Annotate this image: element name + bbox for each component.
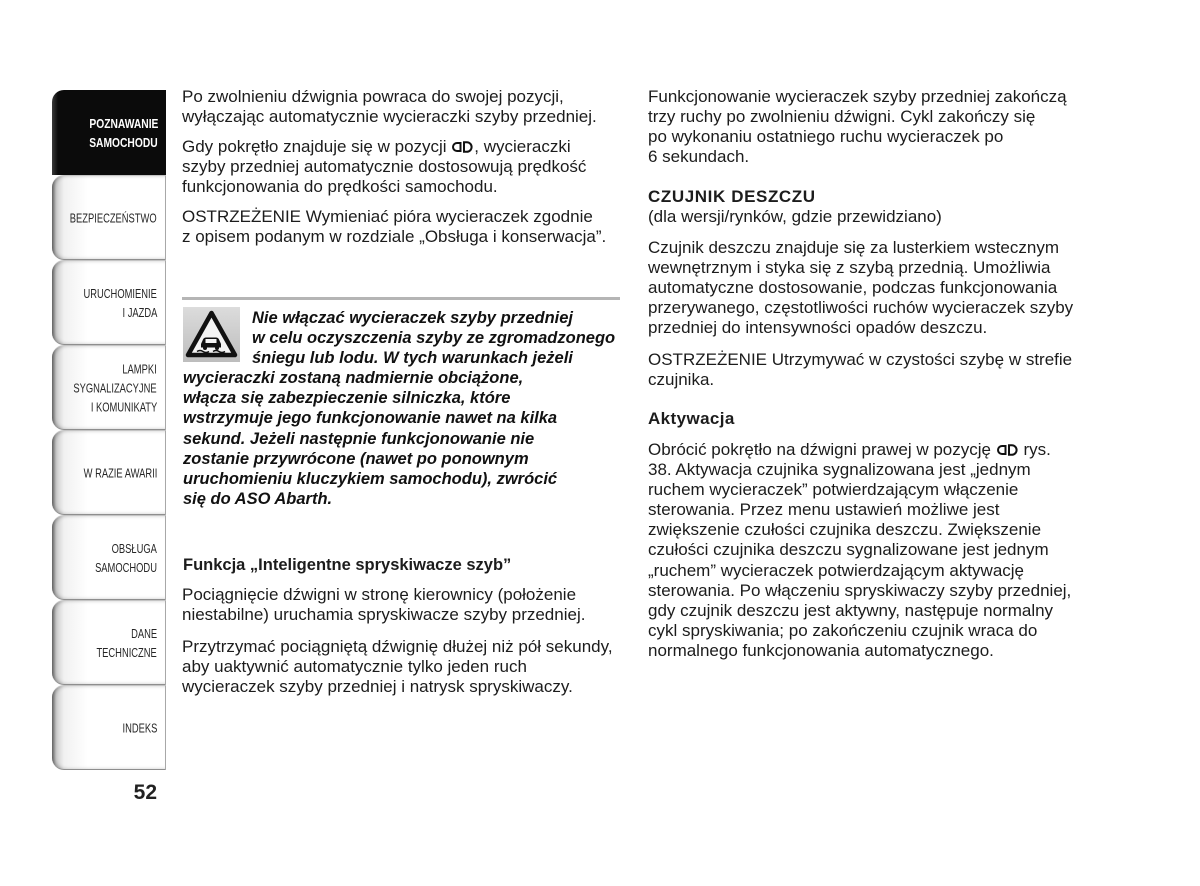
tab-label xyxy=(7,463,157,482)
paragraph-washer-hold xyxy=(182,637,613,697)
tab-lampki-sygnalizacyjne[interactable] xyxy=(52,345,166,430)
auto-wiper-position-icon xyxy=(452,138,473,158)
text-line: śniegu lub lodu. W tych warunkach jeżeli xyxy=(252,349,573,368)
tab-label-line: URUCHOMIENIE xyxy=(83,285,157,301)
tab-label-line: SAMOCHODU xyxy=(89,134,158,150)
text-line: OSTRZEŻENIE Utrzymywać w czystości szybę w strefie xyxy=(648,350,1073,369)
text-line: normalnego funkcjonowania automatycznego. xyxy=(648,640,994,660)
text-line xyxy=(648,440,1071,460)
text-line: wycieraczek szyby przedniej i natrysk spryskiwaczy. xyxy=(182,677,573,697)
text-line: gdy czujnik deszczu jest aktywny, następuje normalny xyxy=(648,600,1054,620)
text-line: się do ASO Abarth. xyxy=(183,489,333,508)
paragraph-warning-clean-sensor xyxy=(648,350,1072,390)
tab-obsluga-samochodu[interactable] xyxy=(52,515,166,600)
text-line: sekund. Jeżeli następnie funkcjonowanie nie xyxy=(183,429,535,448)
text-segment: , wycieraczki xyxy=(474,137,571,156)
tab-label-line: DANE xyxy=(130,625,157,641)
tab-uruchomienie-i-jazda[interactable] xyxy=(52,260,166,345)
tab-label xyxy=(7,208,157,227)
paragraph-warning-blades xyxy=(182,207,606,247)
warning-divider xyxy=(182,297,620,300)
warning-text xyxy=(183,308,615,509)
section-heading-rain-sensor: CZUJNIK DESZCZU xyxy=(648,187,816,206)
text-line: 6 sekundach. xyxy=(648,147,750,167)
text-line: niestabilne) uruchamia spryskiwacze szyby przedniej. xyxy=(182,605,586,625)
page-number: 52 xyxy=(133,781,157,804)
tab-poznawanie-samochodu[interactable] xyxy=(52,90,166,175)
text-line: uruchomieniu kluczykiem samochodu), zwrócić xyxy=(183,469,558,488)
tab-label-line: BEZPIECZEŃSTWO xyxy=(70,210,157,225)
tab-label-line: INDEKS xyxy=(122,720,157,735)
paragraph-speed-adaptation xyxy=(182,137,586,197)
text-line: OSTRZEŻENIE Wymieniać pióra wycieraczek zgodnie xyxy=(182,207,593,226)
text-line: ruchem wycieraczek” potwierdzającym włączenie xyxy=(648,480,1019,500)
text-line: automatyczne dostosowanie, podczas funkcjonowania xyxy=(648,278,1058,298)
tab-label-line: LAMPKI xyxy=(122,361,157,376)
section-heading-smart-washers: Funkcja „Inteligentne spryskiwacze szyb” xyxy=(183,556,512,574)
tab-label-line: OBSŁUGA xyxy=(111,540,157,556)
text-line: przedniej do intensywności opadów deszczu. xyxy=(648,318,988,338)
text-line: Po zwolnieniu dźwignia powraca do swojej pozycji, xyxy=(182,87,564,106)
tab-label xyxy=(7,359,157,416)
tab-label xyxy=(8,114,158,152)
text-line xyxy=(182,137,586,157)
text-line: sterowania. Przez menu ustawień możliwe jest xyxy=(648,500,1000,520)
tab-dane-techniczne[interactable] xyxy=(52,600,166,685)
text-line: wycieraczki zostaną nadmiernie obciążone, xyxy=(183,369,524,388)
text-segment: Gdy pokrętło znajduje się w pozycji xyxy=(182,137,452,156)
paragraph-lever-release xyxy=(182,87,597,127)
paragraph-washer-activation xyxy=(182,585,585,625)
section-note: (dla wersji/rynków, gdzie przewidziano) xyxy=(648,207,942,226)
paragraph-sensor-activation xyxy=(648,440,1071,661)
tab-label-line: SYGNALIZACYJNE xyxy=(73,380,157,395)
text-line: zwiększenie czułości czujnika deszczu. Zwiększenie xyxy=(648,520,1042,540)
text-line: czujnika. xyxy=(648,370,715,390)
text-line: sterowania. Po włączeniu spryskiwaczy szyby przedniej, xyxy=(648,580,1072,600)
text-line: trzy ruchy po zwolnieniu dźwigni. Cykl zakończy się xyxy=(648,107,1036,127)
text-line: Przytrzymać pociągniętą dźwignię dłużej niż pół sekundy, xyxy=(182,637,613,656)
text-line: zostanie przywrócone (nawet po ponownym xyxy=(183,449,529,468)
text-line: włącza się zabezpieczenie silniczka, które xyxy=(183,389,511,408)
text-line: funkcjonowania do prędkości samochodu. xyxy=(182,177,498,197)
tab-indeks[interactable] xyxy=(52,685,166,770)
text-line: wstrzymuje jego funkcjonowanie nawet na kilka xyxy=(183,409,558,428)
text-line: aby uaktywnić automatycznie tylko jeden ruch xyxy=(182,657,527,677)
paragraph-wiper-cycle-end xyxy=(648,87,1067,167)
tab-w-razie-awarii[interactable] xyxy=(52,430,166,515)
tab-label-line: SAMOCHODU xyxy=(95,559,157,575)
tab-label-line: W RAZIE AWARII xyxy=(83,465,157,480)
tab-label xyxy=(7,718,157,737)
tab-label xyxy=(7,539,157,577)
text-line: szyby przedniej automatycznie dostosowują prędkość xyxy=(182,157,587,177)
text-line: cykl spryskiwania; po zakończeniu czujnik wraca do xyxy=(648,620,1038,640)
auto-wiper-position-icon xyxy=(997,441,1018,461)
paragraph-rain-sensor-description xyxy=(648,238,1073,338)
tab-bezpieczenstwo[interactable] xyxy=(52,175,166,260)
tab-label-line: POZNAWANIE xyxy=(88,115,158,131)
tab-label-line: I KOMUNIKATY xyxy=(90,399,157,414)
text-line: wewnętrznym i styka się z szybą przednią. Umożliwia xyxy=(648,258,1051,278)
tab-label-line: TECHNICZNE xyxy=(96,644,157,660)
subheading-activation: Aktywacja xyxy=(648,409,735,428)
text-line: Czujnik deszczu znajduje się za lusterkiem wstecznym xyxy=(648,238,1059,257)
text-line: Nie włączać wycieraczek szyby przedniej xyxy=(252,309,574,327)
text-line: przerywanego, częstotliwości ruchów wycieraczek szyby xyxy=(648,298,1074,318)
text-line: po wykonaniu ostatniego ruchu wycieraczek po xyxy=(648,127,1004,147)
text-line: wyłączając automatycznie wycieraczki szyby przedniej. xyxy=(182,107,597,127)
text-line: Funkcjonowanie wycieraczek szyby przedniej zakończą xyxy=(648,87,1067,106)
text-line: „ruchem” wycieraczek potwierdzającym aktywację xyxy=(648,560,1025,580)
tab-label xyxy=(7,624,157,662)
text-segment: rys. xyxy=(1018,440,1051,459)
text-line: czułości czujnika deszczu sygnalizowane jest jednym xyxy=(648,540,1049,560)
tab-label xyxy=(7,284,157,322)
text-line: z opisem podanym w rozdziale „Obsługa i konserwacja”. xyxy=(182,227,607,247)
tab-label-line: I JAZDA xyxy=(122,304,157,320)
text-line: w celu oczyszczenia szyby ze zgromadzonego xyxy=(252,329,616,348)
text-line: 38. Aktywacja czujnika sygnalizowana jest „jednym xyxy=(648,460,1031,480)
text-line: Pociągnięcie dźwigni w stronę kierownicy (położenie xyxy=(182,585,577,604)
text-segment: Obrócić pokrętło na dźwigni prawej w pozycję xyxy=(648,440,996,459)
